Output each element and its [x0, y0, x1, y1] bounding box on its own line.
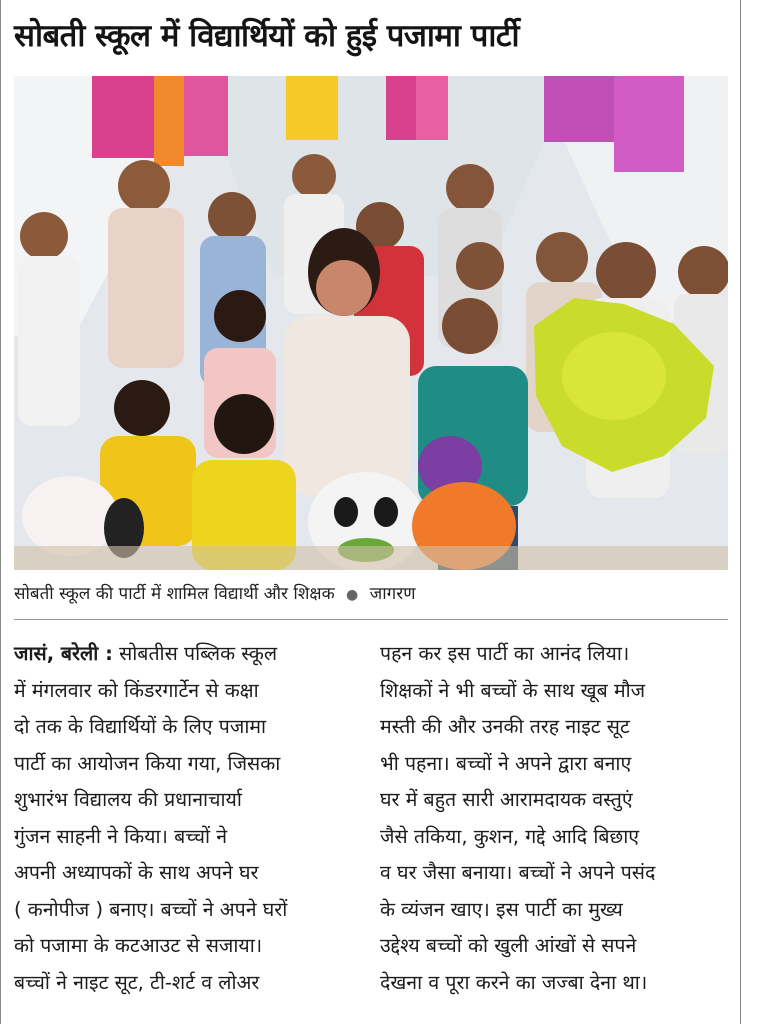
news-photo: [14, 76, 728, 570]
body-line: देखना व पूरा करने का जज्बा देना था।: [380, 970, 648, 994]
body-line: उद्देश्य बच्चों को खुली आंखों से सपने: [380, 934, 637, 957]
article-column-left: [14, 636, 359, 1001]
body-line: बच्चों ने नाइट सूट, टी-शर्ट व लोअर: [14, 970, 260, 994]
photo-caption: [14, 580, 734, 609]
body-line: ( कनोपीज ) बनाए। बच्चों ने अपने घरों: [14, 897, 288, 921]
body-line: जैसे तकिया, कुशन, गद्दे आदि बिछाए: [380, 824, 640, 848]
body-line-text: सोबतीस पब्लिक स्कूल: [119, 642, 278, 665]
body-line: पार्टी का आयोजन किया गया, जिसका: [14, 751, 281, 775]
body-line: के व्यंजन खाए। इस पार्टी का मुख्य: [380, 897, 623, 921]
body-line: पहन कर इस पार्टी का आनंद लिया।: [380, 642, 630, 665]
body-line: शुभारंभ विद्यालय की प्रधानाचार्या: [14, 788, 242, 811]
body-line: [14, 636, 359, 673]
body-line: अपनी अध्यापकों के साथ अपने घर: [14, 861, 259, 884]
body-line: गुंजन साहनी ने किया। बच्चों ने: [14, 824, 228, 848]
caption-divider: [14, 619, 728, 620]
body-line: में मंगलवार को किंडरगार्टेन से कक्षा: [14, 678, 259, 702]
caption-credit: जागरण: [369, 584, 416, 604]
body-line: दो तक के विद्यार्थियों के लिए पजामा: [14, 715, 267, 738]
caption-separator: ●: [346, 587, 359, 603]
body-line: घर में बहुत सारी आरामदायक वस्तुएं: [380, 788, 633, 811]
body-line: भी पहना। बच्चों ने अपने द्वारा बनाए: [380, 751, 632, 775]
body-line: शिक्षकों ने भी बच्चों के साथ खूब मौज: [380, 678, 646, 702]
body-line: व घर जैसा बनाया। बच्चों ने अपने पसंद: [380, 861, 656, 884]
dateline: जासं, बरेली :: [14, 642, 113, 665]
body-line: मस्ती की और उनकी तरह नाइट सूट: [380, 715, 630, 738]
article-column-right: [380, 636, 725, 1001]
body-line: को पजामा के कटआउट से सजाया।: [14, 934, 263, 957]
headline: सोबती स्कूल में विद्यार्थियों को हुई पजामा पार्टी: [14, 18, 520, 54]
caption-text: सोबती स्कूल की पार्टी में शामिल विद्यार्थी और शिक्षक: [14, 584, 335, 604]
